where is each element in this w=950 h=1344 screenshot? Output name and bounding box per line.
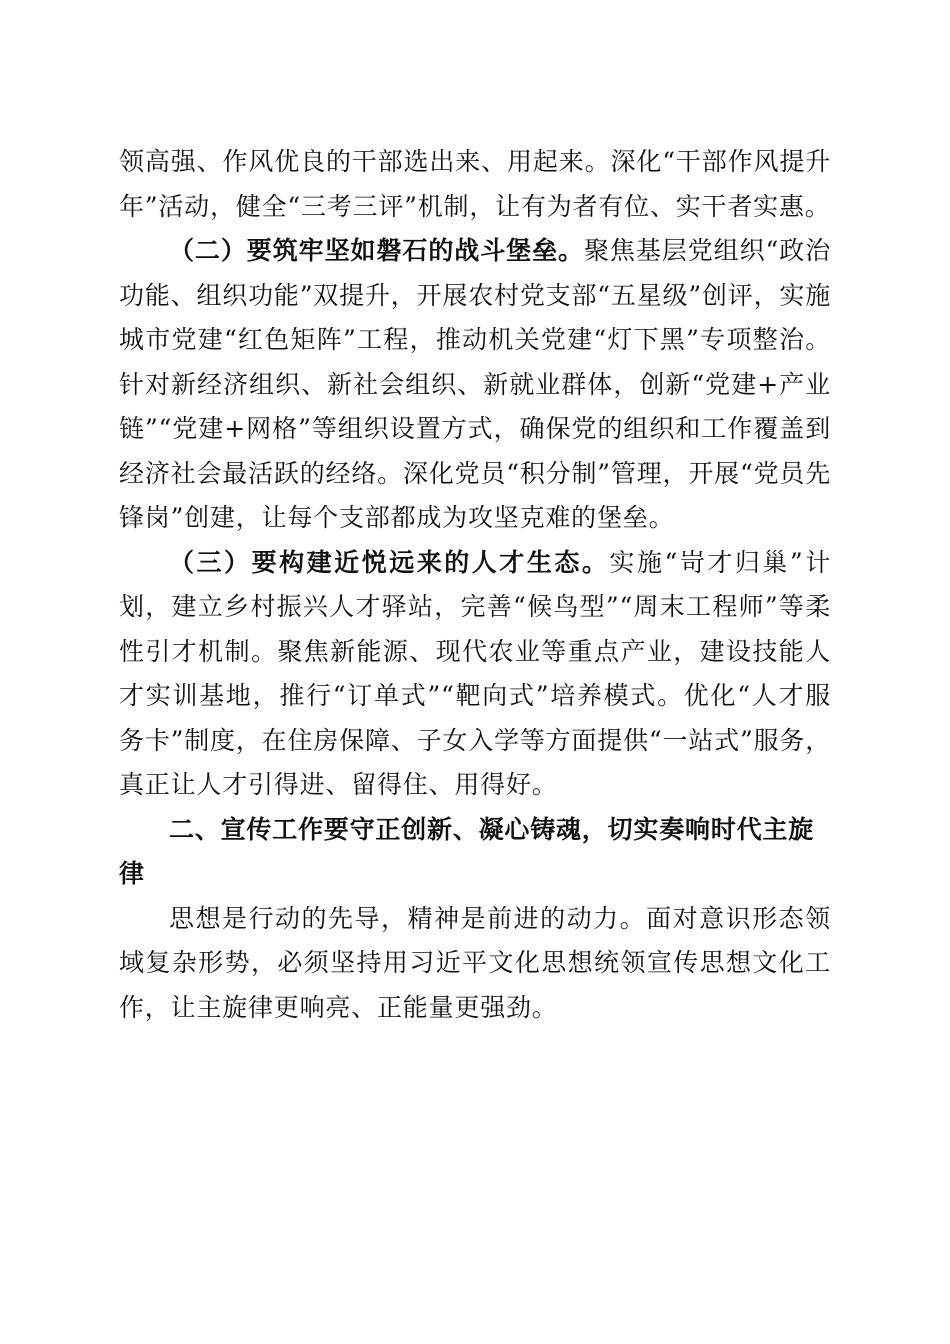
- paragraph-talent-body: 实施“岢才归巢”计划，建立乡村振兴人才驿站，完善“候鸟型”“周末工程师”等柔性引才机制。聚焦新能源、现代农业等重点产业，建设技能人才实训基地，推行“订单式”“靶向式”培养模式。优化“人才服务卡”制度，在住房保障、子女入学等方面提供“一站式”服务，真正让人才引得进、留得住、用得好。: [119, 547, 831, 799]
- subsection-heading-talent: （三）要构建近悦远来的人才生态。: [169, 547, 610, 577]
- paragraph-cadre-selection: 领高强、作风优良的干部选出来、用起来。深化“干部作风提升年”活动，健全“三考三评”机制，让有为者有位、实干者实惠。: [119, 147, 831, 221]
- document-body: [119, 140, 831, 1030]
- paragraph-ideology: 思想是行动的先导，精神是前进的动力。面对意识形态领域复杂形势，必须坚持用习近平文化思想统领宣传思想文化工作，让主旋律更响亮、正能量更强劲。: [119, 903, 831, 1022]
- paragraph-talent-ecology: [119, 541, 831, 808]
- paragraph-battle-fortress: [119, 229, 831, 541]
- section-heading-propaganda: 二、宣传工作要守正创新、凝心铸魂，切实奏响时代主旋律: [119, 814, 815, 888]
- subsection-heading-fortress: （二）要筑牢坚如磐石的战斗堡垒。: [169, 236, 584, 265]
- paragraph-fortress-body: 聚焦基层党组织“政治功能、组织功能”双提升，开展农村党支部“五星级”创评，实施城市党建“红色矩阵”工程，推动机关党建“灯下黑”专项整治。针对新经济组织、新社会组织、新就业群体，创新“党建+产业链”“党建+网格”等组织设置方式，确保党的组织和工作覆盖到经济社会最活跃的经络。深化党员“积分制”管理，开展“党员先锋岗”创建，让每个支部都成为攻坚克难的堡垒。: [119, 236, 831, 532]
